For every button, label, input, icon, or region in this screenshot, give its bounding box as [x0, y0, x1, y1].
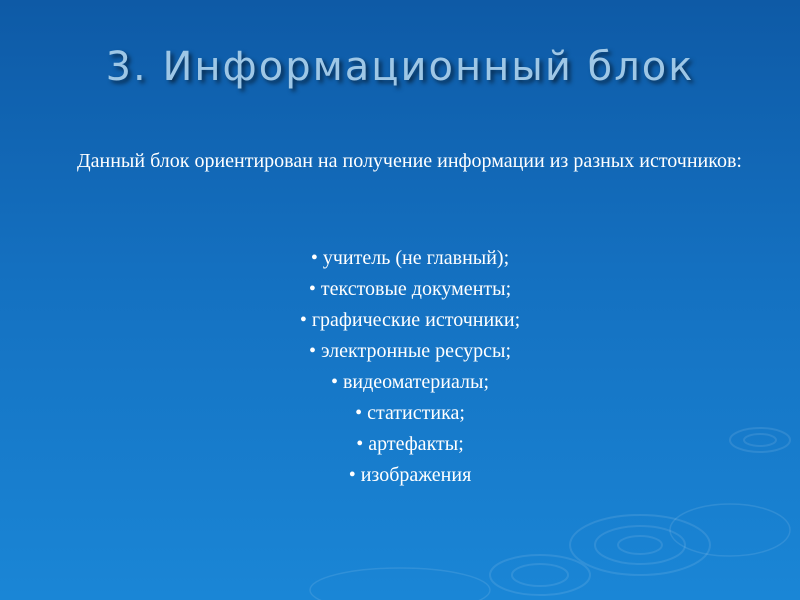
slide-title: 3. Информационный блок: [105, 44, 695, 90]
list-item: • изображения: [348, 464, 472, 486]
list-item: • графические источники;: [299, 309, 521, 331]
list-item: • видеоматериалы;: [330, 371, 490, 393]
list-item: • учитель (не главный);: [310, 247, 510, 269]
list-item: • статистика;: [355, 402, 465, 424]
list-item: • текстовые документы;: [308, 278, 512, 300]
list-item: • электронные ресурсы;: [308, 340, 512, 362]
list-item: • артефакты;: [356, 433, 464, 455]
sources-list: [0, 243, 800, 491]
intro-paragraph: Данный блок ориентирован на получение информации из разных источников:: [77, 150, 742, 172]
